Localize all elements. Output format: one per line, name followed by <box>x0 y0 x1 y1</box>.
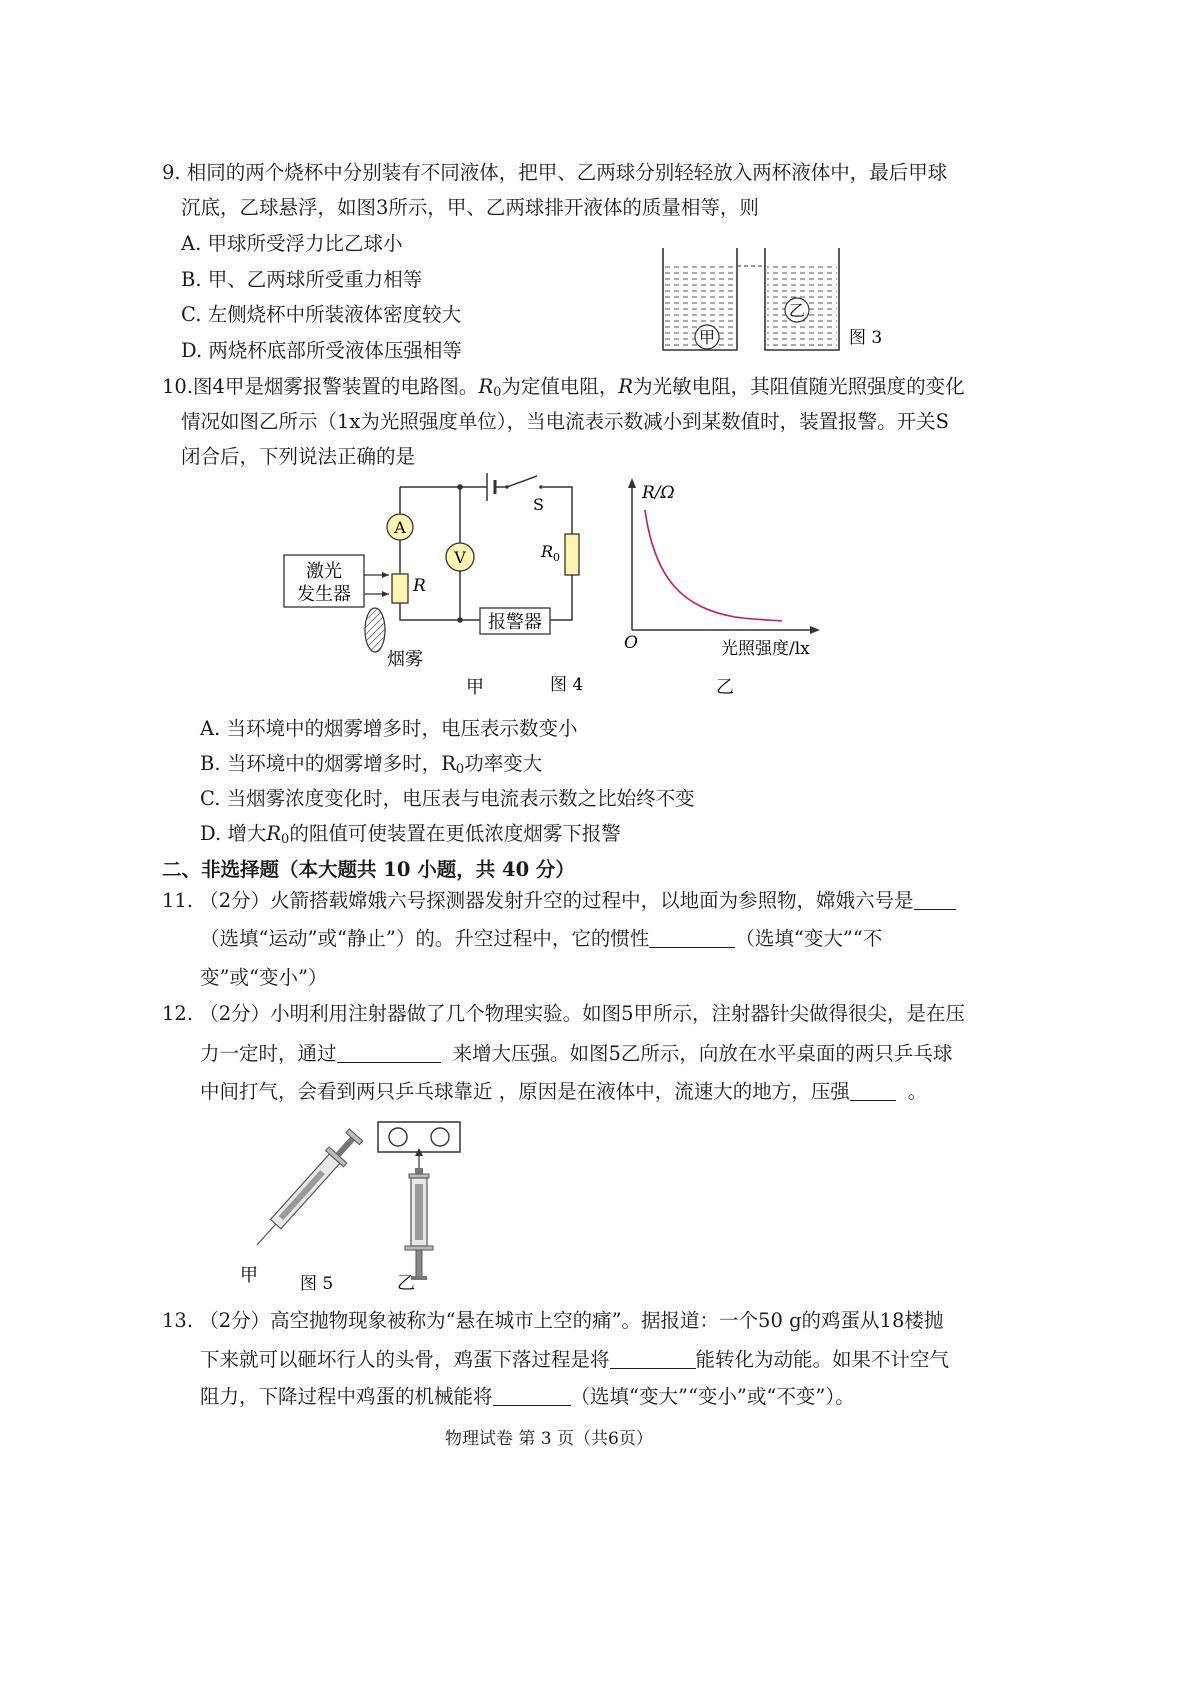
figure-4-caption: 图 4 <box>550 675 584 695</box>
q13-line2 <box>200 1347 949 1373</box>
q10-option-d-r: R <box>266 822 282 845</box>
figure-4-graph <box>610 472 840 702</box>
q12-line2-b: 来增大压强。如图5乙所示，向放在水平桌面的两只乒乓球 <box>452 1042 953 1065</box>
q10-option-b-pre: B. 当环境中的烟雾增多时，R <box>200 752 456 775</box>
q10-option-d-post: 的阻值可使装置在更低浓度烟雾下报警 <box>289 822 621 845</box>
alarm-label: 报警器 <box>488 612 542 633</box>
q12-line2-a: 力一定时，通过 <box>200 1042 337 1065</box>
q10-option-d-sub: 0 <box>281 832 290 847</box>
laser-label-line2: 发生器 <box>297 584 351 605</box>
q10-line1-c: 为光敏电阻，其阻值随光照强度的变化 <box>633 375 965 398</box>
ball-jia-label: 甲 <box>698 328 716 347</box>
figure-3-beakers <box>655 240 905 360</box>
q12-line3 <box>200 1079 927 1105</box>
figure-3-caption: 图 3 <box>849 328 883 348</box>
q13-line3-a: 阻力，下降过程中鸡蛋的机械能将 <box>200 1385 493 1408</box>
q10-r0-subscript: 0 <box>493 385 502 400</box>
q9-stem-line1: 9. 相同的两个烧杯中分别装有不同液体，把甲、乙两球分别轻轻放入两杯液体中，最后甲球 <box>162 161 948 184</box>
q13-blank-1[interactable] <box>610 1350 696 1369</box>
q10-option-b-post: 功率变大 <box>464 752 543 775</box>
q11-line2-b: （选填“变大”“不 <box>735 927 883 950</box>
syringe-yi <box>405 1168 433 1280</box>
q12-line1: 12. （2分）小明利用注射器做了几个物理实验。如图5甲所示，注射器针尖做得很尖，是在压 <box>162 1002 966 1025</box>
q11-line1 <box>162 888 956 914</box>
q10-option-d-pre: D. 增大 <box>200 822 267 845</box>
graph-ylabel: R/Ω <box>642 483 675 503</box>
q10-option-b <box>200 751 542 783</box>
fixed-resistor-r0 <box>565 534 579 575</box>
q11-blank-2[interactable] <box>649 929 735 948</box>
q13-line1: 13. （2分）高空抛物现象被称为“悬在城市上空的痛”。据报道：一个50 g的鸡蛋从18楼抛 <box>162 1309 944 1332</box>
photoresistor-r <box>392 574 408 603</box>
ping-pong-ball-right <box>431 1128 449 1146</box>
q9-option-a: A. 甲球所受浮力比乙球小 <box>181 232 403 255</box>
q10-line1-a: 图4甲是烟雾报警装置的电路图。 <box>193 375 479 398</box>
q12-line2 <box>200 1041 952 1067</box>
resistance-curve <box>645 510 782 621</box>
figure-5-label-jia: 甲 <box>240 1265 258 1286</box>
smoke-cloud <box>365 608 385 652</box>
voltmeter-label: V <box>454 548 466 567</box>
q10-line3: 闭合后，下列说法正确的是 <box>181 445 416 468</box>
section-2-heading: 二、非选择题（本大题共 10 小题，共 40 分） <box>162 858 575 881</box>
q12-blank-1[interactable] <box>337 1044 441 1063</box>
smoke-label: 烟雾 <box>387 649 423 670</box>
q11-line1-text: 11. （2分）火箭搭载嫦娥六号探测器发射升空的过程中，以地面为参照物，嫦娥六号是 <box>162 889 914 912</box>
switch-blade <box>507 476 537 487</box>
figure-4-circuit <box>275 470 595 705</box>
q12-blank-2[interactable] <box>850 1082 896 1101</box>
q13-line3-b: （选填“变大”“变小”或“不变”）。 <box>570 1385 855 1408</box>
q10-number: 10. <box>162 375 194 398</box>
page-footer: 物理试卷 第 3 页（共6页） <box>445 1429 653 1449</box>
q11-line3: 变”或“变小”） <box>200 966 328 989</box>
q9-option-c: C. 左侧烧杯中所装液体密度较大 <box>181 303 462 326</box>
q10-r0-symbol: R <box>478 375 494 398</box>
switch-label: S <box>533 495 544 514</box>
ping-pong-ball-left <box>389 1128 407 1146</box>
q12-line3-a: 中间打气，会看到两只乒乓球靠近 ，原因是在液体中，流速大的地方，压强 <box>200 1080 850 1103</box>
graph-origin: O <box>624 633 638 653</box>
figure-5-caption: 图 5 <box>300 1274 334 1294</box>
circuit-label-jia: 甲 <box>466 677 484 698</box>
r-label: R <box>413 576 426 596</box>
q13-blank-2[interactable] <box>493 1387 571 1406</box>
q11-line2-a: （选填“运动”或“静止”）的。升空过程中，它的惯性 <box>200 927 650 950</box>
q10-option-a: A. 当环境中的烟雾增多时，电压表示数变小 <box>200 717 578 740</box>
ammeter-label: A <box>394 518 406 537</box>
figure-5-syringes <box>235 1118 475 1298</box>
q10-option-d <box>200 821 621 853</box>
q11-line2 <box>200 926 882 952</box>
q9-option-b: B. 甲、乙两球所受重力相等 <box>181 268 423 291</box>
q9-stem-line2: 沉底，乙球悬浮，如图3所示，甲、乙两球排开液体的质量相等，则 <box>181 196 759 219</box>
graph-xlabel: 光照强度/lx <box>721 639 810 659</box>
q13-line3 <box>200 1384 855 1410</box>
q13-line2-b: 能转化为动能。如果不计空气 <box>695 1348 950 1371</box>
r0-label: $R_0$ <box>541 542 561 564</box>
q10-option-c: C. 当烟雾浓度变化时，电压表与电流表示数之比始终不变 <box>200 787 695 810</box>
q9-option-d: D. 两烧杯底部所受液体压强相等 <box>181 339 462 362</box>
laser-label-line1: 激光 <box>306 561 342 582</box>
syringe-jia <box>248 1127 365 1253</box>
q13-line2-a: 下来就可以砸坏行人的头骨，鸡蛋下落过程是将 <box>200 1348 610 1371</box>
q10-r-symbol: R <box>618 375 634 398</box>
graph-label-yi: 乙 <box>716 677 734 698</box>
q10-line1-b: 为定值电阻， <box>501 375 619 398</box>
q10-option-b-sub: 0 <box>455 762 465 777</box>
q10-line1 <box>162 374 965 406</box>
q11-blank-1[interactable] <box>914 891 956 910</box>
q10-line2: 情况如图乙所示（1x为光照强度单位），当电流表示数减小到某数值时，装置报警。开关S <box>181 410 950 433</box>
q12-line3-b: 。 <box>907 1080 928 1103</box>
figure-5-label-yi: 乙 <box>397 1273 415 1294</box>
ball-yi-label: 乙 <box>788 301 806 320</box>
